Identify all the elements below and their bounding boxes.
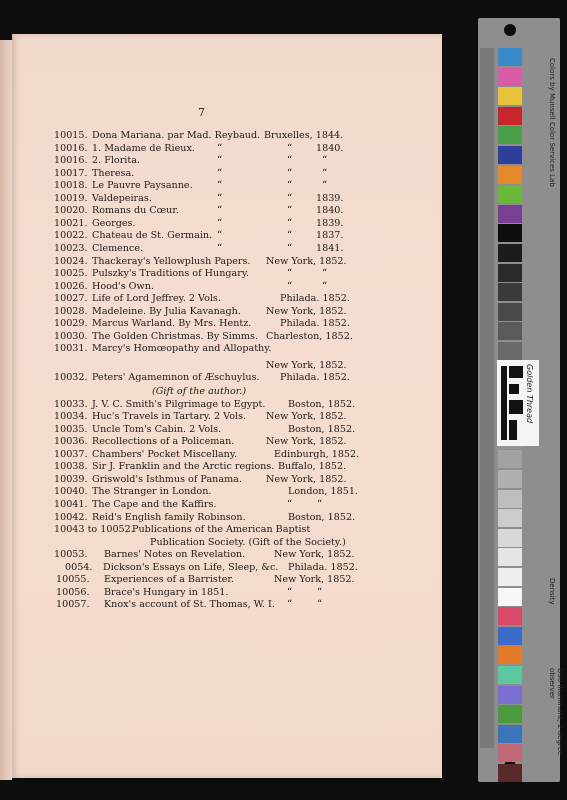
entry-number: 10033. <box>54 398 88 410</box>
ditto-mark: “ <box>317 586 323 598</box>
color-swatch <box>498 529 522 547</box>
color-swatch <box>498 264 522 282</box>
entry-place-date: New York, 1852. <box>266 473 347 485</box>
color-swatch <box>498 666 522 684</box>
entry-title: Reid's English family Robinson. <box>92 511 246 523</box>
color-swatch <box>498 764 522 782</box>
ditto-mark: “ <box>317 599 323 611</box>
ditto-mark: “ <box>287 230 293 242</box>
entry-title: Georges. <box>92 217 136 229</box>
catalog-page <box>12 34 442 778</box>
grayscale-strip <box>480 48 494 748</box>
entry-number: 10015. <box>54 130 88 141</box>
entry-place-date: Charleston, 1852. <box>266 330 353 342</box>
entry-title: Peters' Agamemnon of Æschuylus. <box>92 372 260 384</box>
entry-place-date: 1837. <box>316 230 344 242</box>
entry-number: 10016. <box>54 155 88 167</box>
entry-title: Griswold's Isthmus of Panama. <box>92 473 242 485</box>
entry-number: 10032. <box>54 372 88 384</box>
entry-number: 10053. <box>54 549 88 561</box>
entry-title: Valdepeiras. <box>92 192 152 204</box>
color-swatch <box>498 686 522 704</box>
entry-title: 2. Florita. <box>92 155 140 167</box>
entry-number: 10057. <box>56 599 90 611</box>
ditto-mark: “ <box>217 167 223 179</box>
entry-number: 10037. <box>54 448 88 460</box>
entry-place-date: New York, 1852. <box>266 305 347 317</box>
ditto-mark: “ <box>287 142 293 154</box>
entry-title: Recollections of a Policeman. <box>92 436 235 448</box>
entry-place-date: Philada. 1852. <box>280 318 350 330</box>
color-swatch <box>498 146 522 164</box>
entry-number: 10030. <box>54 330 88 342</box>
color-swatch <box>498 87 522 105</box>
entry-place-date: Philada. 1852. <box>280 372 350 384</box>
entry-number: 10036. <box>54 436 88 448</box>
color-swatch <box>498 450 522 468</box>
entry-place-date: Boston, 1852. <box>288 511 356 523</box>
entry-title: Sir J. Franklin and the Arctic regions. <box>92 461 275 473</box>
entry-number: 10038. <box>54 461 88 473</box>
color-swatch <box>498 607 522 625</box>
color-swatch <box>498 588 522 606</box>
color-swatch <box>498 470 522 488</box>
entry-place-date: Boston, 1852. <box>288 398 356 410</box>
ditto-mark: “ <box>217 217 223 229</box>
color-swatch <box>498 68 522 86</box>
entry-number: 10042. <box>54 511 88 523</box>
entry-title: Theresa. <box>92 167 135 179</box>
entry-title: Publication Society. (Gift of the Society.) <box>150 536 346 548</box>
entry-number: 10056. <box>56 586 90 598</box>
entry-place-date: 1839. <box>316 217 344 229</box>
color-swatch <box>498 342 522 360</box>
entry-title: Uncle Tom's Cabin. 2 Vols. <box>92 423 222 435</box>
entry-title: Romans du Cœur. <box>92 205 179 217</box>
entry-number: 10025. <box>54 268 88 280</box>
entry-place-date: New York, 1852. <box>266 359 347 371</box>
entry-title: Clemence. <box>92 242 144 254</box>
entry-place-date: New York, 1852. <box>266 255 347 267</box>
entry-place-date: Bruxelles, 1844. <box>264 130 344 141</box>
entry-number: 10021. <box>54 217 88 229</box>
ditto-mark: “ <box>217 155 223 167</box>
color-swatch <box>498 166 522 184</box>
entry-title: Thackeray's Yellowplush Papers. <box>92 255 251 267</box>
entry-title: The Golden Christmas. By Simms. <box>92 330 258 342</box>
ditto-mark: “ <box>322 280 328 292</box>
entry-number: 10034. <box>54 411 88 423</box>
entry-place-date: 1841. <box>316 242 344 254</box>
entry-title: Experiences of a Barrister. <box>104 574 234 586</box>
color-swatch <box>498 244 522 262</box>
entry-place-date: Boston, 1852. <box>288 423 356 435</box>
color-swatch <box>498 303 522 321</box>
entry-number: 10029. <box>54 318 88 330</box>
color-swatch <box>498 107 522 125</box>
page-number: 7 <box>198 106 205 119</box>
entry-number: 10016. <box>54 142 88 154</box>
entry-place-date: New York, 1852. <box>274 549 355 561</box>
entry-title: Marcy's Homœopathy and Allopathy. <box>92 343 272 355</box>
logo-text: Golden Thread <box>525 364 534 424</box>
entry-place-date: London, 1851. <box>288 486 358 498</box>
entry-number: 10031. <box>54 343 88 355</box>
entry-number: 10040. <box>54 486 88 498</box>
entry-title: Hood's Own. <box>92 280 154 292</box>
entry-title: Chateau de St. Germain. <box>92 230 213 242</box>
color-swatch <box>498 48 522 66</box>
ditto-mark: “ <box>322 167 328 179</box>
golden-thread-logo <box>497 360 539 446</box>
ditto-mark: “ <box>287 242 293 254</box>
color-swatch <box>498 568 522 586</box>
entry-number: 10043 to 10052. <box>54 524 134 536</box>
entry-title: Dickson's Essays on Life, Sleep, &c. <box>103 561 279 573</box>
ditto-mark: “ <box>287 217 293 229</box>
color-swatch <box>498 322 522 340</box>
entry-number: 10027. <box>54 293 88 305</box>
ditto-mark: “ <box>287 180 293 192</box>
entry-number: 10024. <box>54 255 88 267</box>
density-label: Density <box>548 578 556 605</box>
ditto-mark: “ <box>287 167 293 179</box>
entry-number: 10018. <box>54 180 88 192</box>
ditto-mark: “ <box>287 205 293 217</box>
entry-number: 10039. <box>54 473 88 485</box>
entry-title: Chambers' Pocket Miscellany. <box>92 448 238 460</box>
facing-page-edge <box>0 40 12 780</box>
illuminant-label: D50 Illuminant, 2 degree observer <box>548 668 564 756</box>
color-swatch <box>498 646 522 664</box>
color-swatch <box>498 490 522 508</box>
color-swatch <box>498 126 522 144</box>
entry-title: (Gift of the author.) <box>152 386 247 397</box>
color-swatch <box>498 185 522 203</box>
color-swatch <box>498 509 522 527</box>
entry-place-date: Buffalo, 1852. <box>278 461 347 473</box>
card-hole-top <box>504 24 516 36</box>
entry-place-date: New York, 1852. <box>266 436 347 448</box>
entry-place-date: Philada. 1852. <box>288 561 358 573</box>
entry-number: 10026. <box>54 280 88 292</box>
ditto-mark: “ <box>217 180 223 192</box>
entry-number: 10041. <box>54 498 88 510</box>
ditto-mark: “ <box>287 599 293 611</box>
entry-title: Pulszky's Traditions of Hungary. <box>92 268 250 280</box>
ditto-mark: “ <box>287 586 293 598</box>
entry-title: J. V. C. Smith's Pilgrimage to Egypt. <box>92 398 266 410</box>
entry-number: 0054. <box>65 561 93 573</box>
entry-title: Huc's Travels in Tartary. 2 Vols. <box>92 411 247 423</box>
entry-title: Le Pauvre Paysanne. <box>92 180 193 192</box>
color-swatch <box>498 224 522 242</box>
ditto-mark: “ <box>322 268 328 280</box>
entry-number: 10022. <box>54 230 88 242</box>
ditto-mark: “ <box>287 268 293 280</box>
ditto-mark: “ <box>322 155 328 167</box>
entry-title: Barnes' Notes on Revelation. <box>104 549 246 561</box>
color-swatch <box>498 205 522 223</box>
ditto-mark: “ <box>317 498 323 510</box>
entry-number: 10019. <box>54 192 88 204</box>
entry-title: Knox's account of St. Thomas, W. I. <box>104 599 275 611</box>
entry-number: 10023. <box>54 242 88 254</box>
entry-number: 10055. <box>56 574 90 586</box>
entry-number: 10017. <box>54 167 88 179</box>
ditto-mark: “ <box>217 192 223 204</box>
ditto-mark: “ <box>287 192 293 204</box>
entry-title: Madeleine. By Julia Kavanagh. <box>92 305 241 317</box>
ditto-mark: “ <box>287 498 293 510</box>
entry-title: The Cape and the Kaffirs. <box>92 498 217 510</box>
entry-title: Marcus Warland. By Mrs. Hentz. <box>92 318 252 330</box>
entry-number: 10020. <box>54 205 88 217</box>
entry-title: Life of Lord Jeffrey. 2 Vols. <box>92 293 221 305</box>
ditto-mark: “ <box>217 242 223 254</box>
ditto-mark: “ <box>217 205 223 217</box>
entry-place-date: 1840. <box>316 142 344 154</box>
brand-label: Colors by Munsell Color Services Lab <box>548 58 556 187</box>
entry-title: 1. Madame de Rieux. <box>92 142 195 154</box>
entry-place-date: Philada. 1852. <box>280 293 350 305</box>
entry-place-date: New York, 1852. <box>266 411 347 423</box>
entry-title: Brace's Hungary in 1851. <box>104 586 229 598</box>
entry-title: Dona Mariana. par Mad. Reybaud. <box>92 130 261 141</box>
ditto-mark: “ <box>287 155 293 167</box>
color-swatch <box>498 283 522 301</box>
entry-place-date: 1839. <box>316 192 344 204</box>
color-swatch <box>498 705 522 723</box>
entry-number: 10035. <box>54 423 88 435</box>
entry-place-date: 1840. <box>316 205 344 217</box>
color-swatch <box>498 548 522 566</box>
ditto-mark: “ <box>322 180 328 192</box>
ditto-mark: “ <box>217 142 223 154</box>
color-swatch <box>498 744 522 762</box>
entry-title: The Stranger in London. <box>92 486 212 498</box>
ditto-mark: “ <box>287 280 293 292</box>
entry-number: 10028. <box>54 305 88 317</box>
entry-place-date: Edinburgh, 1852. <box>274 448 360 460</box>
entry-title: Publications of the American Baptist <box>132 524 311 536</box>
ditto-mark: “ <box>217 230 223 242</box>
color-swatch <box>498 725 522 743</box>
color-swatch <box>498 627 522 645</box>
entry-place-date: New York, 1852. <box>274 574 355 586</box>
